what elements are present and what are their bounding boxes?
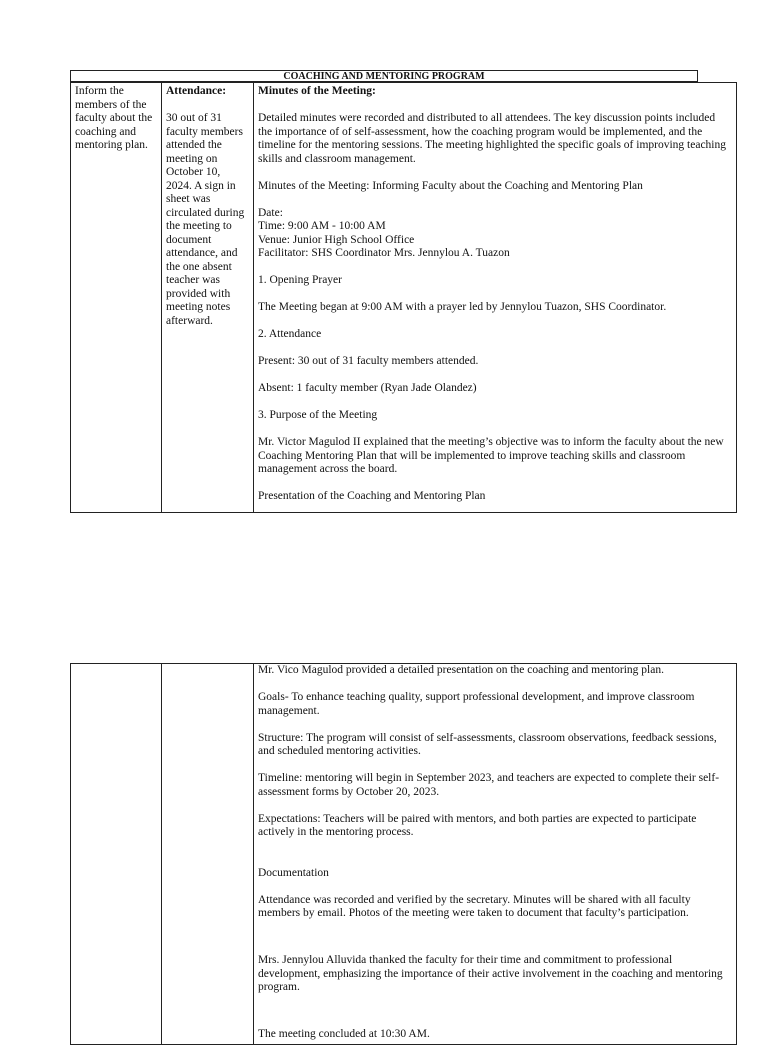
minutes-cell-continued (254, 664, 737, 1045)
attendance-heading: Attendance: (166, 85, 227, 97)
absent-count: Absent: 1 faculty member (Ryan Jade Olandez) (258, 382, 477, 394)
documentation-text: Attendance was recorded and verified by the secretary. Minutes will be shared with all faculty members by email. Photos of the meeting were taken to document that faculty’s participation. (258, 893, 691, 919)
presentation-heading: Presentation of the Coaching and Mentoring Plan (258, 490, 486, 502)
minutes-subject: Minutes of the Meeting: Informing Faculty about the Coaching and Mentoring Plan (258, 179, 643, 192)
plan-expectations: Expectations: Teachers will be paired with mentors, and both parties are expected to participate actively in the mentoring process. (258, 812, 697, 838)
plan-goals: Goals- To enhance teaching quality, support professional development, and improve classroom management. (258, 691, 695, 717)
minutes-table-page-2 (70, 663, 737, 1045)
closing-thanks: Mrs. Jennylou Alluvida thanked the faculty for their time and commitment to professional development, emphasizing the importance of their active involvement in the coaching and mentoring program. (258, 954, 723, 993)
attendance-text: 30 out of 31 faculty members attended the meeting on October 10, 2024. A sign in sheet was circulated during the meeting to document attendance, and the one absent teacher was provided with meeting notes afterward. (166, 112, 245, 327)
minutes-cell (254, 83, 737, 513)
purpose-text: Mr. Victor Magulod II explained that the meeting’s objective was to inform the faculty about the new Coaching Mentoring Plan that will be implemented to improve teaching skills and classroom management across the board. (258, 436, 724, 475)
opening-prayer-heading: 1. Opening Prayer (258, 274, 342, 286)
attendance-cell-continued (162, 664, 254, 1045)
purpose-heading: 3. Purpose of the Meeting (258, 409, 378, 421)
program-title: COACHING AND MENTORING PROGRAM (70, 70, 698, 82)
activity-cell (71, 83, 162, 513)
table-row (71, 664, 737, 1045)
documentation-heading: Documentation (258, 866, 329, 879)
present-count: Present: 30 out of 31 faculty members attended. (258, 355, 479, 367)
minutes-heading: Minutes of the Meeting: (258, 85, 376, 97)
minutes-table-page-1 (70, 82, 737, 513)
plan-structure: Structure: The program will consist of self-assessments, classroom observations, feedback sessions, and scheduled mentoring activities. (258, 731, 717, 757)
opening-prayer-text: The Meeting began at 9:00 AM with a prayer led by Jennylou Tuazon, SHS Coordinator. (258, 301, 667, 313)
attendance-cell (162, 83, 254, 513)
meeting-venue: Venue: Junior High School Office (258, 233, 415, 246)
attendance-section-heading: 2. Attendance (258, 328, 322, 340)
meeting-facilitator: Facilitator: SHS Coordinator Mrs. Jennylou A. Tuazon (258, 247, 510, 259)
minutes-summary: Detailed minutes were recorded and distributed to all attendees. The key discussion points included the importance of of self-assessment, how the coaching program would be implemented, and the timeline for the mentoring sessions. The meeting highlighted the specific goals of improving teaching skills and classroom management. (258, 112, 726, 165)
meeting-conclusion: The meeting concluded at 10:30 AM. (258, 1028, 430, 1040)
meeting-date: Date: (258, 206, 283, 219)
activity-text: Inform the members of the faculty about the coaching and mentoring plan. (75, 85, 153, 151)
presentation-intro: Mr. Vico Magulod provided a detailed presentation on the coaching and mentoring plan. (258, 664, 664, 676)
table-row (71, 83, 737, 513)
activity-cell-continued (71, 664, 162, 1045)
plan-timeline: Timeline: mentoring will begin in September 2023, and teachers are expected to complete their self-assessment forms by October 20, 2023. (258, 772, 720, 798)
meeting-time: Time: 9:00 AM - 10:00 AM (258, 220, 386, 232)
